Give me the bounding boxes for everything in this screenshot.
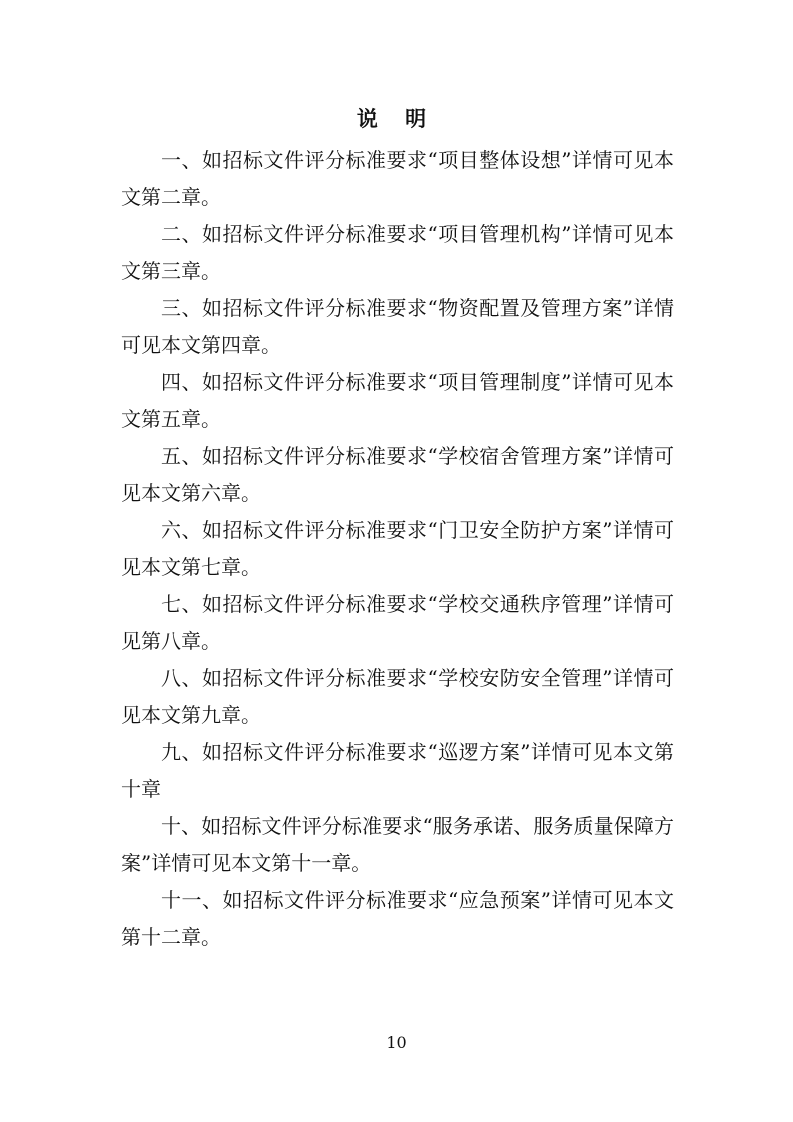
paragraph-item-4: 四、如招标文件评分标准要求“项目管理制度”详情可见本文第五章。 [121, 370, 674, 431]
paragraph-item-10: 十、如招标文件评分标准要求“服务承诺、服务质量保障方案”详情可见本文第十一章。 [121, 814, 674, 875]
page-number: 10 [386, 1033, 407, 1052]
paragraph-item-2: 二、如招标文件评分标准要求“项目管理机构”详情可见本文第三章。 [121, 222, 674, 283]
page-title: 说 明 [356, 106, 437, 131]
paragraph-item-3: 三、如招标文件评分标准要求“物资配置及管理方案”详情可见本文第四章。 [121, 296, 674, 357]
document-body [121, 142, 674, 956]
paragraph-item-11: 十一、如招标文件评分标准要求“应急预案”详情可见本文第十二章。 [121, 888, 674, 949]
paragraph-item-7: 七、如招标文件评分标准要求“学校交通秩序管理”详情可见第八章。 [121, 592, 674, 653]
paragraph-item-9: 九、如招标文件评分标准要求“巡逻方案”详情可见本文第十章 [121, 740, 674, 801]
paragraph-item-8: 八、如招标文件评分标准要求“学校安防安全管理”详情可见本文第九章。 [121, 666, 674, 727]
paragraph-item-1: 一、如招标文件评分标准要求“项目整体设想”详情可见本文第二章。 [121, 148, 674, 209]
paragraph-item-6: 六、如招标文件评分标准要求“门卫安全防护方案”详情可见本文第七章。 [121, 518, 674, 579]
paragraph-item-5: 五、如招标文件评分标准要求“学校宿舍管理方案”详情可见本文第六章。 [121, 444, 674, 505]
